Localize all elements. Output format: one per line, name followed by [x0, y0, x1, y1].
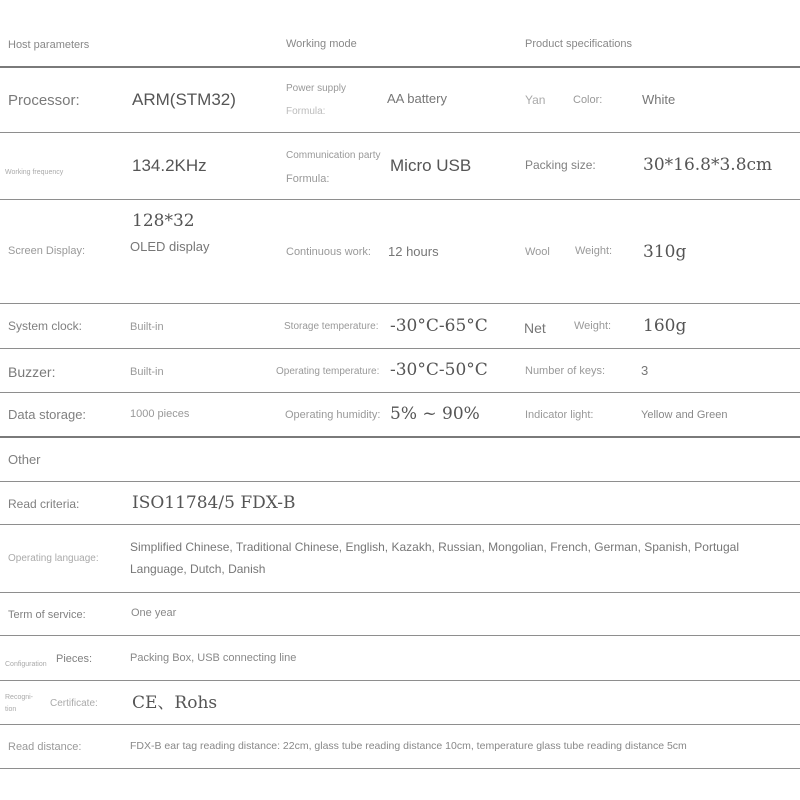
certificate-label: Certificate:	[50, 698, 98, 709]
divider	[0, 66, 800, 68]
system-clock-value: Built-in	[130, 321, 164, 333]
continuous-work-value: 12 hours	[388, 244, 439, 259]
divider	[0, 303, 800, 304]
buzzer-label: Buzzer:	[8, 364, 56, 380]
operating-temperature-value: -30°C-50°C	[390, 360, 488, 380]
data-storage-label: Data storage:	[8, 407, 87, 422]
divider	[0, 768, 800, 769]
read-criteria-value: ISO11784/5 FDX-B	[132, 493, 296, 513]
storage-temperature-label: Storage temperature:	[284, 321, 379, 332]
divider	[0, 635, 800, 636]
indicator-light-value: Yellow and Green	[641, 409, 728, 421]
operating-language-value-line2: Language, Dutch, Danish	[130, 562, 266, 576]
recognition-label-small-1: Recogni-	[5, 694, 34, 701]
screen-display-label: Screen Display:	[8, 245, 86, 257]
gross-weight-label: Weight:	[575, 245, 613, 257]
data-storage-value: 1000 pieces	[130, 408, 190, 420]
working-frequency-value: 134.2KHz	[132, 156, 207, 175]
divider	[0, 680, 800, 681]
read-distance-label: Read distance:	[8, 741, 82, 753]
divider	[0, 392, 800, 393]
buzzer-value: Built-in	[130, 366, 164, 378]
net-weight-label: Weight:	[574, 320, 612, 332]
divider	[0, 348, 800, 349]
power-supply-label: Power supply	[286, 83, 347, 94]
configuration-label: Pieces:	[56, 653, 93, 665]
system-clock-label: System clock:	[8, 319, 83, 333]
working-frequency-label: Working frequency	[5, 169, 64, 176]
recognition-label-small-2: tion	[5, 706, 17, 713]
divider	[0, 592, 800, 593]
working-mode-header: Working mode	[286, 38, 357, 50]
divider	[0, 199, 800, 200]
net-weight-value: 160g	[643, 316, 687, 336]
operating-language-label: Operating language:	[8, 553, 99, 564]
read-distance-value: FDX-B ear tag reading distance: 22cm, glass tube reading distance 10cm, temperature glass tube reading distance 5cm	[130, 740, 687, 752]
communication-label: Communication party	[286, 150, 381, 161]
read-criteria-label: Read criteria:	[8, 497, 80, 511]
color-value: White	[642, 92, 676, 107]
storage-temperature-value: -30°C-65°C	[390, 316, 488, 336]
divider	[0, 724, 800, 725]
divider	[0, 524, 800, 525]
host-parameters-header: Host parameters	[8, 39, 90, 51]
product-specifications-header: Product specifications	[525, 38, 632, 50]
power-supply-label-suffix: Formula:	[286, 106, 326, 117]
other-section-title: Other	[8, 452, 41, 467]
number-of-keys-value: 3	[641, 363, 649, 378]
term-of-service-value: One year	[131, 607, 177, 619]
term-of-service-label: Term of service:	[8, 609, 86, 621]
configuration-value: Packing Box, USB connecting line	[130, 652, 297, 664]
gross-weight-prefix: Wool	[525, 246, 550, 258]
number-of-keys-label: Number of keys:	[525, 365, 606, 377]
indicator-light-label: Indicator light:	[525, 409, 594, 421]
screen-display-resolution: 128*32	[132, 211, 195, 231]
net-weight-prefix: Net	[524, 320, 546, 336]
operating-humidity-value: 5% ~ 90%	[390, 404, 480, 424]
processor-label: Processor:	[8, 92, 80, 109]
divider	[0, 132, 800, 133]
operating-humidity-label: Operating humidity:	[285, 409, 381, 421]
operating-temperature-label: Operating temperature:	[276, 366, 380, 377]
screen-display-type: OLED display	[130, 239, 210, 254]
processor-value: ARM(STM32)	[132, 90, 236, 109]
certificate-value: CE、Rohs	[132, 693, 218, 713]
gross-weight-value: 310g	[643, 242, 687, 262]
divider	[0, 481, 800, 482]
divider	[0, 436, 800, 438]
communication-label-suffix: Formula:	[286, 173, 330, 185]
color-label-prefix: Yan	[525, 93, 546, 107]
packing-size-label: Packing size:	[525, 158, 596, 172]
power-supply-value: AA battery	[387, 91, 447, 106]
continuous-work-label: Continuous work:	[286, 246, 371, 258]
communication-value: Micro USB	[390, 156, 472, 175]
operating-language-value-line1: Simplified Chinese, Traditional Chinese, English, Kazakh, Russian, Mongolian, French, German, Spanish, Portugal	[130, 540, 739, 554]
packing-size-value: 30*16.8*3.8cm	[643, 155, 773, 175]
color-label: Color:	[573, 94, 603, 106]
configuration-label-small: Configuration	[5, 661, 47, 668]
